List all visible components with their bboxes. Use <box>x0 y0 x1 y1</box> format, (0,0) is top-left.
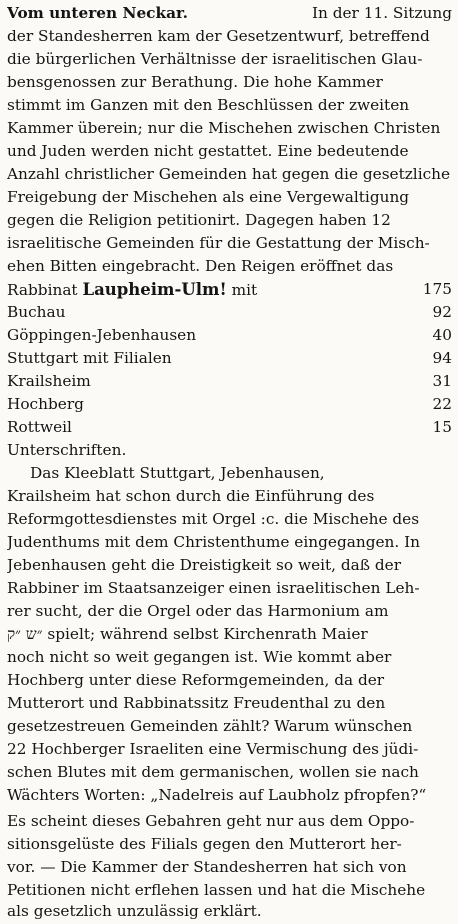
row-count: 92 <box>432 303 452 321</box>
row-count: 31 <box>432 372 452 390</box>
p2-line: rer sucht, der die Orgel oder das Harmonium am <box>7 602 389 620</box>
table-row <box>7 301 452 324</box>
p3-line: Es scheint dieses Gebahren geht nur aus dem Oppo- <box>7 812 415 830</box>
p1-line: stimmt im Ganzen mit den Beschlüssen der zweiten <box>7 96 410 114</box>
rabbinat-line <box>7 278 452 302</box>
row-name: Buchau <box>7 303 66 321</box>
rabbinat-count: 175 <box>422 280 452 298</box>
p2-line: Rabbiner im Staatsanzeiger einen israelitischen Leh- <box>7 579 420 597</box>
p1-line: Freigebung der Mischehen als eine Vergewaltigung <box>7 188 410 206</box>
table-row <box>7 416 452 439</box>
p1-line-1-rest: In der 11. Sitzung <box>311 4 452 22</box>
table-row <box>7 393 452 416</box>
row-count: 94 <box>432 349 452 367</box>
table-row <box>7 324 452 347</box>
p2-line: ״ש ״ק spielt; während selbst Kirchenrath Maier <box>7 625 368 643</box>
row-name: Krailsheim <box>7 372 91 390</box>
p2-line: gesetzestreuen Gemeinden zählt? Warum wünschen <box>7 717 413 735</box>
p2-line: Das Kleeblatt Stuttgart, Jebenhausen, <box>30 464 325 482</box>
row-count: 40 <box>432 326 452 344</box>
closing-word: Unterschriften. <box>7 441 127 459</box>
p1-line: der Standesherren kam der Gesetzentwurf, betreffend <box>7 27 430 45</box>
p1-line: israelitische Gemeinden für die Gestattung der Misch- <box>7 234 430 252</box>
p1-line-1 <box>7 2 452 25</box>
p1-line: Anzahl christlicher Gemeinden hat gegen die gesetzliche <box>7 165 451 183</box>
p1-line: gegen die Religion petitionirt. Dagegen haben 12 <box>7 211 391 229</box>
p2-line: Mutterort und Rabbinatssitz Freudenthal zu den <box>7 694 386 712</box>
rabbinat-suffix: mit <box>231 281 258 299</box>
p3-line: Petitionen nicht erflehen lassen und hat die Mischehe <box>7 881 426 899</box>
row-count: 15 <box>432 418 452 436</box>
rabbinat-name: Laupheim-Ulm! <box>82 280 227 299</box>
row-name: Rottweil <box>7 418 72 436</box>
row-name: Göppingen-Jebenhausen <box>7 326 197 344</box>
row-name: Stuttgart mit Filialen <box>7 349 172 367</box>
p2-line: Judenthums mit dem Christenthume eingegangen. In <box>7 533 421 551</box>
p2-line: schen Blutes mit dem germanischen, wollen sie nach <box>7 763 419 781</box>
p2-line: 22 Hochberger Israeliten eine Vermischung des jüdi- <box>7 740 419 758</box>
p2-line: Reformgottesdienstes mit Orgel :c. die Mischehe des <box>7 510 420 528</box>
row-name: Hochberg <box>7 395 84 413</box>
p2-line: Jebenhausen geht die Dreistigkeit so weit, daß der <box>7 556 402 574</box>
p2-line: noch nicht so weit gegangen ist. Wie kommt aber <box>7 648 392 666</box>
p1-line: Kammer überein; nur die Mischehen zwischen Christen <box>7 119 441 137</box>
table-row <box>7 347 452 370</box>
p2-line: Hochberg unter diese Reformgemeinden, da der <box>7 671 385 689</box>
rabbinat-prefix: Rabbinat <box>7 281 78 299</box>
p1-line: ehen Bitten eingebracht. Den Reigen eröffnet das <box>7 257 394 275</box>
article-heading: Vom unteren Neckar. <box>7 4 188 22</box>
p3-line: als gesetzlich unzulässig erklärt. <box>7 902 262 920</box>
p1-line: bensgenossen zur Berathung. Die hohe Kammer <box>7 73 383 91</box>
p3-line: sitionsgelüste des Filials gegen den Mutterort her- <box>7 835 402 853</box>
p1-line: die bürgerlichen Verhältnisse der israelitischen Glau- <box>7 50 423 68</box>
p3-line: vor. — Die Kammer der Standesherren hat sich von <box>7 858 407 876</box>
table-row <box>7 370 452 393</box>
p1-line: und Juden werden nicht gestattet. Eine bedeutende <box>7 142 409 160</box>
row-count: 22 <box>432 395 452 413</box>
p2-line: Wächters Worten: „Nadelreis auf Laubholz pfropfen?“ <box>7 786 427 804</box>
p2-line: Krailsheim hat schon durch die Einführung des <box>7 487 375 505</box>
